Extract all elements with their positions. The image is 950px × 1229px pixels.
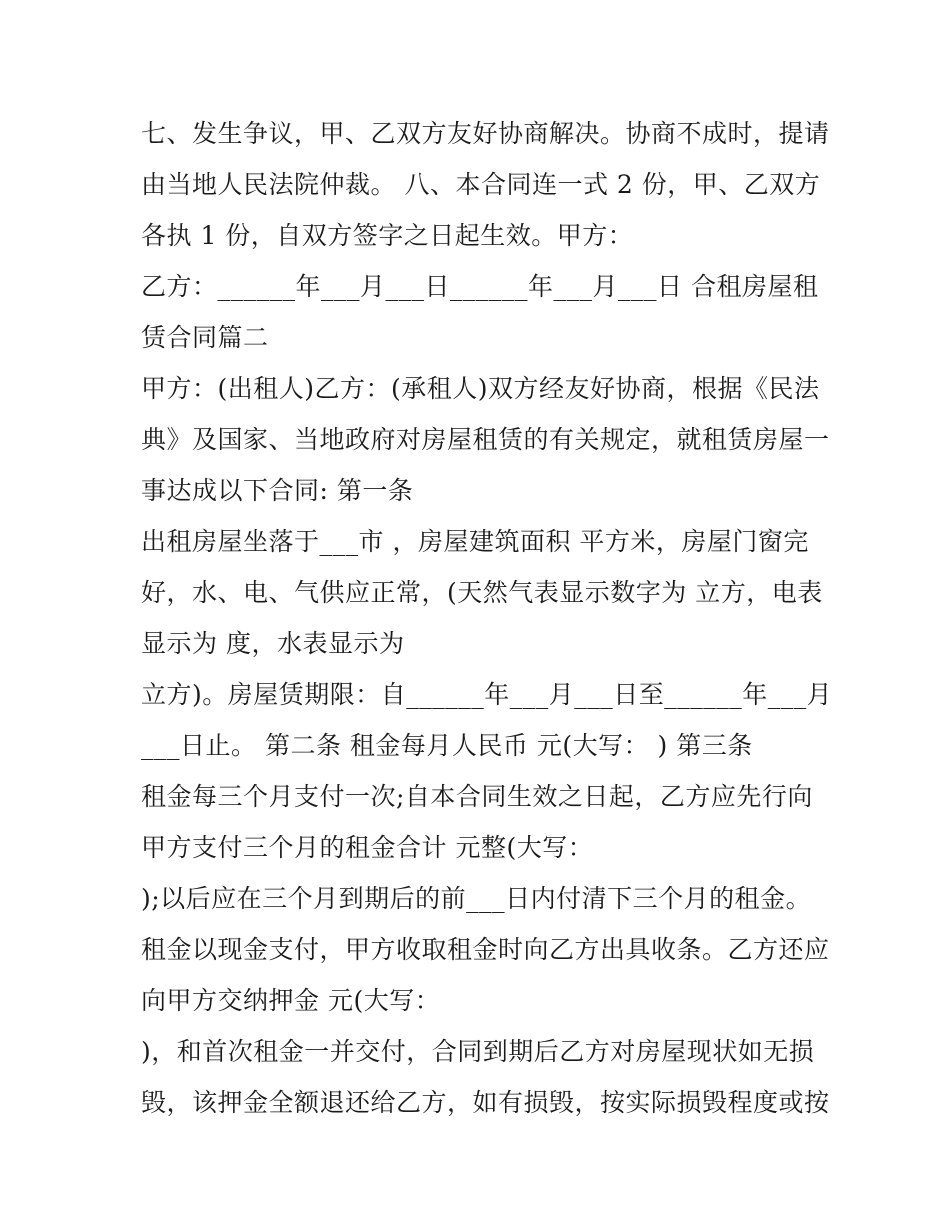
text-line: 租金以现金支付，甲方收取租金时向乙方出具收条。乙方还应 xyxy=(141,935,830,964)
text-line: 显示为 度，水表显示为 xyxy=(141,629,405,658)
text-line: 七、发生争议，甲、乙双方友好协商解决。协商不成时，提请 xyxy=(141,119,830,148)
section-title: 赁合同篇二 xyxy=(141,323,269,352)
text-line: 立方)。房屋赁期限：自______年___月___日至______年___月 xyxy=(141,680,833,709)
text-line: 毁，该押金全额退还给乙方，如有损毁，按实际损毁程度或按 xyxy=(141,1088,830,1117)
text-line: )，和首次租金一并交付，合同到期后乙方对房屋现状如无损 xyxy=(141,1037,815,1066)
text-line: 好，水、电、气供应正常，(天然气表显示数字为 立方，电表 xyxy=(141,578,823,607)
text-line: 甲方：(出租人)乙方：(承租人)双方经友好协商，根据《民法 xyxy=(141,374,820,403)
text-line: 由当地人民法院仲裁。 八、本合同连一式 2 份，甲、乙双方 xyxy=(141,170,821,199)
contract-text xyxy=(141,108,833,1128)
text-line: 各执 1 份，自双方签字之日起生效。甲方： xyxy=(141,221,634,250)
text-line: 出租房屋坐落于___市 ，房屋建筑面积 平方米，房屋门窗完 xyxy=(141,527,809,556)
text-line: ___日止。 第二条 租金每月人民币 元(大写： ) 第三条 xyxy=(141,731,753,760)
text-line: 事达成以下合同: 第一条 xyxy=(141,476,414,505)
text-line: );以后应在三个月到期后的前___日内付清下三个月的租金。 xyxy=(141,884,812,913)
text-line: 租金每三个月支付一次;自本合同生效之日起，乙方应先行向 xyxy=(141,782,813,811)
text-line: 典》及国家、当地政府对房屋租赁的有关规定，就租赁房屋一 xyxy=(141,425,830,454)
text-line: 甲方支付三个月的租金合计 元整(大写： xyxy=(141,833,594,862)
text-line: 向甲方交纳押金 元(大写： xyxy=(141,986,441,1015)
text-line: 乙方：______年___月___日______年___月___日 合租房屋租 xyxy=(141,272,819,301)
